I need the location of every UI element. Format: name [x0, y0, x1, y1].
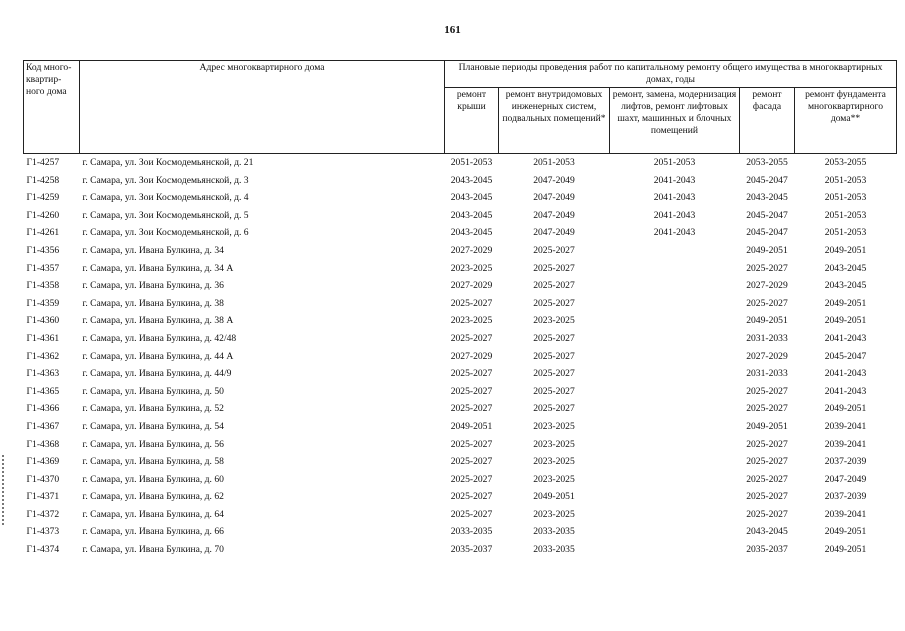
cell-foundation: 2051-2053	[824, 192, 867, 204]
cell-address: г. Самара, ул. Ивана Булкина, д. 38	[82, 297, 224, 309]
cell-address: г. Самара, ул. Ивана Булкина, д. 42/48	[82, 332, 237, 344]
cell-foundation: 2051-2053	[824, 227, 867, 239]
cell-foundation: 2047-2049	[824, 473, 867, 485]
cell-address: г. Самара, ул. Зои Космодемьянской, д. 4	[82, 192, 249, 204]
cell-engineering: 2023-2025	[533, 420, 575, 432]
cell-roof: 2025-2027	[450, 456, 493, 468]
cell-roof: 2027-2029	[450, 350, 493, 362]
cell-code: Г1-4370	[26, 473, 60, 485]
table-row	[24, 242, 897, 260]
cell-elevators	[610, 365, 740, 383]
cell-address: г. Самара, ул. Зои Космодемьянской, д. 5	[82, 209, 249, 221]
cell-address: г. Самара, ул. Зои Космодемьянской, д. 21	[82, 157, 254, 168]
cell-foundation: 2049-2051	[824, 526, 867, 538]
cell-facade: 2031-2033	[746, 332, 788, 344]
cell-facade: 2049-2051	[746, 244, 788, 256]
cell-roof: 2025-2027	[450, 297, 493, 309]
cell-code: Г1-4357	[26, 262, 60, 274]
cell-code: Г1-4260	[26, 209, 60, 221]
cell-facade: 2027-2029	[746, 350, 788, 362]
table-row	[24, 453, 897, 471]
cell-facade: 2049-2051	[746, 420, 788, 432]
table-row	[24, 172, 897, 190]
cell-foundation: 2043-2045	[824, 280, 867, 292]
table-row	[24, 523, 897, 541]
cell-address: г. Самара, ул. Ивана Булкина, д. 44/9	[82, 368, 232, 380]
cell-foundation: 2041-2043	[824, 332, 867, 344]
cell-roof: 2043-2045	[450, 227, 493, 239]
cell-facade: 2025-2027	[746, 473, 788, 485]
cell-address: г. Самара, ул. Ивана Булкина, д. 52	[82, 403, 224, 415]
cell-address: г. Самара, ул. Ивана Булкина, д. 36	[82, 280, 224, 292]
cell-code: Г1-4373	[26, 526, 60, 538]
cell-roof: 2025-2027	[450, 491, 493, 503]
cell-elevators	[610, 312, 740, 330]
cell-elevators	[610, 541, 740, 559]
table-row	[24, 207, 897, 225]
cell-roof: 2025-2027	[450, 473, 493, 485]
cell-facade: 2025-2027	[746, 385, 788, 397]
cell-engineering: 2025-2027	[533, 244, 575, 256]
cell-engineering: 2025-2027	[533, 280, 575, 292]
cell-roof: 2051-2053	[450, 157, 493, 168]
header-roof: ремонт крыши	[445, 88, 499, 154]
cell-engineering: 2047-2049	[533, 209, 575, 221]
cell-facade: 2025-2027	[746, 297, 788, 309]
cell-foundation: 2041-2043	[824, 368, 867, 380]
table-row	[24, 224, 897, 242]
cell-code: Г1-4257	[26, 157, 60, 168]
cell-facade: 2043-2045	[746, 526, 788, 538]
cell-elevators	[610, 260, 740, 278]
cell-engineering: 2051-2053	[533, 157, 575, 168]
cell-engineering: 2023-2025	[533, 473, 575, 485]
cell-elevators	[610, 277, 740, 295]
cell-engineering: 2047-2049	[533, 227, 575, 239]
cell-roof: 2043-2045	[450, 209, 493, 221]
cell-code: Г1-4356	[26, 244, 60, 256]
cell-roof: 2049-2051	[450, 420, 493, 432]
cell-elevators	[610, 330, 740, 348]
cell-foundation: 2045-2047	[824, 350, 867, 362]
table-row	[24, 295, 897, 313]
cell-address: г. Самара, ул. Ивана Булкина, д. 56	[82, 438, 224, 450]
cell-foundation: 2051-2053	[824, 174, 867, 186]
cell-roof: 2027-2029	[450, 244, 493, 256]
table-row	[24, 330, 897, 348]
header-code: Код много-квартир-ного дома	[24, 61, 80, 154]
cell-foundation: 2049-2051	[824, 544, 867, 556]
cell-address: г. Самара, ул. Ивана Булкина, д. 66	[82, 526, 224, 538]
table-row	[24, 365, 897, 383]
cell-elevators: 2051-2053	[653, 157, 696, 168]
cell-elevators	[610, 242, 740, 260]
cell-engineering: 2023-2025	[533, 508, 575, 520]
cell-engineering: 2047-2049	[533, 192, 575, 204]
cell-elevators	[610, 295, 740, 313]
cell-foundation: 2039-2041	[824, 508, 867, 520]
cell-address: г. Самара, ул. Ивана Булкина, д. 34	[82, 244, 224, 256]
cell-roof: 2043-2045	[450, 174, 493, 186]
cell-engineering: 2025-2027	[533, 332, 575, 344]
cell-elevators: 2041-2043	[653, 209, 696, 221]
table-row	[24, 312, 897, 330]
cell-facade: 2025-2027	[746, 508, 788, 520]
cell-engineering: 2023-2025	[533, 438, 575, 450]
cell-facade: 2045-2047	[746, 174, 788, 186]
cell-facade: 2025-2027	[746, 262, 788, 274]
header-facade: ремонт фасада	[740, 88, 795, 154]
table-row	[24, 189, 897, 207]
cell-address: г. Самара, ул. Ивана Булкина, д. 54	[82, 420, 224, 432]
cell-engineering: 2025-2027	[533, 403, 575, 415]
cell-code: Г1-4369	[26, 456, 60, 468]
table-row	[24, 400, 897, 418]
table-row	[24, 436, 897, 454]
cell-address: г. Самара, ул. Ивана Булкина, д. 64	[82, 508, 224, 520]
cell-foundation: 2039-2041	[824, 438, 867, 450]
cell-engineering: 2023-2025	[533, 456, 575, 468]
cell-code: Г1-4360	[26, 315, 60, 327]
scan-edge-marks	[2, 455, 10, 525]
cell-elevators	[610, 471, 740, 489]
cell-elevators: 2041-2043	[653, 192, 696, 204]
cell-code: Г1-4258	[26, 174, 60, 186]
cell-engineering: 2049-2051	[533, 491, 575, 503]
header-elevators: ремонт, замена, модернизация лифтов, ремонт лифтовых шахт, машинных и блочных помещений	[610, 88, 740, 154]
cell-elevators	[610, 436, 740, 454]
cell-address: г. Самара, ул. Ивана Булкина, д. 58	[82, 456, 224, 468]
cell-elevators	[610, 383, 740, 401]
cell-code: Г1-4362	[26, 350, 60, 362]
cell-elevators	[610, 488, 740, 506]
cell-facade: 2053-2055	[746, 157, 788, 168]
cell-elevators: 2041-2043	[653, 227, 696, 239]
cell-engineering: 2047-2049	[533, 174, 575, 186]
cell-code: Г1-4365	[26, 385, 60, 397]
cell-elevators: 2041-2043	[653, 174, 696, 186]
cell-foundation: 2049-2051	[824, 297, 867, 309]
cell-elevators	[610, 506, 740, 524]
cell-elevators	[610, 400, 740, 418]
cell-address: г. Самара, ул. Ивана Булкина, д. 50	[82, 385, 224, 397]
cell-address: г. Самара, ул. Ивана Булкина, д. 70	[82, 544, 224, 556]
cell-facade: 2031-2033	[746, 368, 788, 380]
cell-code: Г1-4366	[26, 403, 60, 415]
cell-code: Г1-4372	[26, 508, 60, 520]
cell-code: Г1-4368	[26, 438, 60, 450]
cell-engineering: 2025-2027	[533, 350, 575, 362]
cell-code: Г1-4371	[26, 491, 60, 503]
cell-facade: 2045-2047	[746, 209, 788, 221]
header-engineering: ремонт внутридомовых инженерных систем, подвальных помещений*	[499, 88, 610, 154]
cell-code: Г1-4374	[26, 544, 60, 556]
table-body	[24, 154, 897, 559]
cell-address: г. Самара, ул. Ивана Булкина, д. 44 А	[82, 350, 234, 362]
cell-foundation: 2041-2043	[824, 385, 867, 397]
table-row	[24, 488, 897, 506]
table-row	[24, 260, 897, 278]
cell-foundation: 2051-2053	[824, 209, 867, 221]
cell-roof: 2035-2037	[450, 544, 493, 556]
cell-code: Г1-4363	[26, 368, 60, 380]
cell-address: г. Самара, ул. Ивана Булкина, д. 60	[82, 473, 224, 485]
cell-roof: 2023-2025	[450, 315, 493, 327]
cell-roof: 2023-2025	[450, 262, 493, 274]
cell-foundation: 2039-2041	[824, 420, 867, 432]
cell-elevators	[610, 418, 740, 436]
header-address: Адрес многоквартирного дома	[80, 61, 445, 154]
cell-facade: 2045-2047	[746, 227, 788, 239]
repair-schedule-table	[23, 60, 897, 559]
table-row	[24, 348, 897, 366]
cell-engineering: 2023-2025	[533, 315, 575, 327]
cell-facade: 2025-2027	[746, 456, 788, 468]
cell-facade: 2027-2029	[746, 280, 788, 292]
cell-foundation: 2049-2051	[824, 315, 867, 327]
cell-roof: 2025-2027	[450, 403, 493, 415]
cell-address: г. Самара, ул. Зои Космодемьянской, д. 3	[82, 174, 249, 186]
table-row	[24, 471, 897, 489]
table-row	[24, 383, 897, 401]
cell-facade: 2049-2051	[746, 315, 788, 327]
cell-facade: 2043-2045	[746, 192, 788, 204]
cell-elevators	[610, 453, 740, 471]
cell-foundation: 2053-2055	[824, 157, 867, 168]
cell-facade: 2035-2037	[746, 544, 788, 556]
cell-foundation: 2037-2039	[824, 456, 867, 468]
cell-code: Г1-4359	[26, 297, 60, 309]
cell-engineering: 2025-2027	[533, 385, 575, 397]
cell-engineering: 2025-2027	[533, 262, 575, 274]
cell-facade: 2025-2027	[746, 491, 788, 503]
table-row	[24, 277, 897, 295]
cell-code: Г1-4259	[26, 192, 60, 204]
cell-code: Г1-4261	[26, 227, 60, 239]
cell-engineering: 2025-2027	[533, 297, 575, 309]
cell-address: г. Самара, ул. Ивана Булкина, д. 34 А	[82, 262, 234, 274]
cell-roof: 2027-2029	[450, 280, 493, 292]
cell-engineering: 2033-2035	[533, 526, 575, 538]
cell-foundation: 2049-2051	[824, 244, 867, 256]
cell-roof: 2043-2045	[450, 192, 493, 204]
cell-elevators	[610, 523, 740, 541]
page-number: 161	[444, 24, 461, 36]
cell-code: Г1-4367	[26, 420, 60, 432]
cell-engineering: 2025-2027	[533, 368, 575, 380]
table-row	[24, 541, 897, 559]
cell-roof: 2025-2027	[450, 332, 493, 344]
cell-roof: 2033-2035	[450, 526, 493, 538]
cell-foundation: 2037-2039	[824, 491, 867, 503]
header-foundation: ремонт фундамента многоквартирного дома**	[795, 88, 897, 154]
table-row	[24, 418, 897, 436]
cell-address: г. Самара, ул. Ивана Булкина, д. 38 А	[82, 315, 234, 327]
table-row	[24, 154, 897, 172]
cell-facade: 2025-2027	[746, 438, 788, 450]
cell-code: Г1-4358	[26, 280, 60, 292]
table-row	[24, 506, 897, 524]
cell-foundation: 2049-2051	[824, 403, 867, 415]
cell-engineering: 2033-2035	[533, 544, 575, 556]
table-header	[24, 61, 897, 154]
cell-roof: 2025-2027	[450, 508, 493, 520]
cell-roof: 2025-2027	[450, 438, 493, 450]
cell-foundation: 2043-2045	[824, 262, 867, 274]
cell-address: г. Самара, ул. Зои Космодемьянской, д. 6	[82, 227, 249, 239]
cell-code: Г1-4361	[26, 332, 60, 344]
cell-address: г. Самара, ул. Ивана Булкина, д. 62	[82, 491, 224, 503]
cell-roof: 2025-2027	[450, 385, 493, 397]
cell-roof: 2025-2027	[450, 368, 493, 380]
cell-elevators	[610, 348, 740, 366]
header-periods: Плановые периоды проведения работ по капитальному ремонту общего имущества в многоквартирных домах, годы	[445, 61, 897, 88]
cell-facade: 2025-2027	[746, 403, 788, 415]
